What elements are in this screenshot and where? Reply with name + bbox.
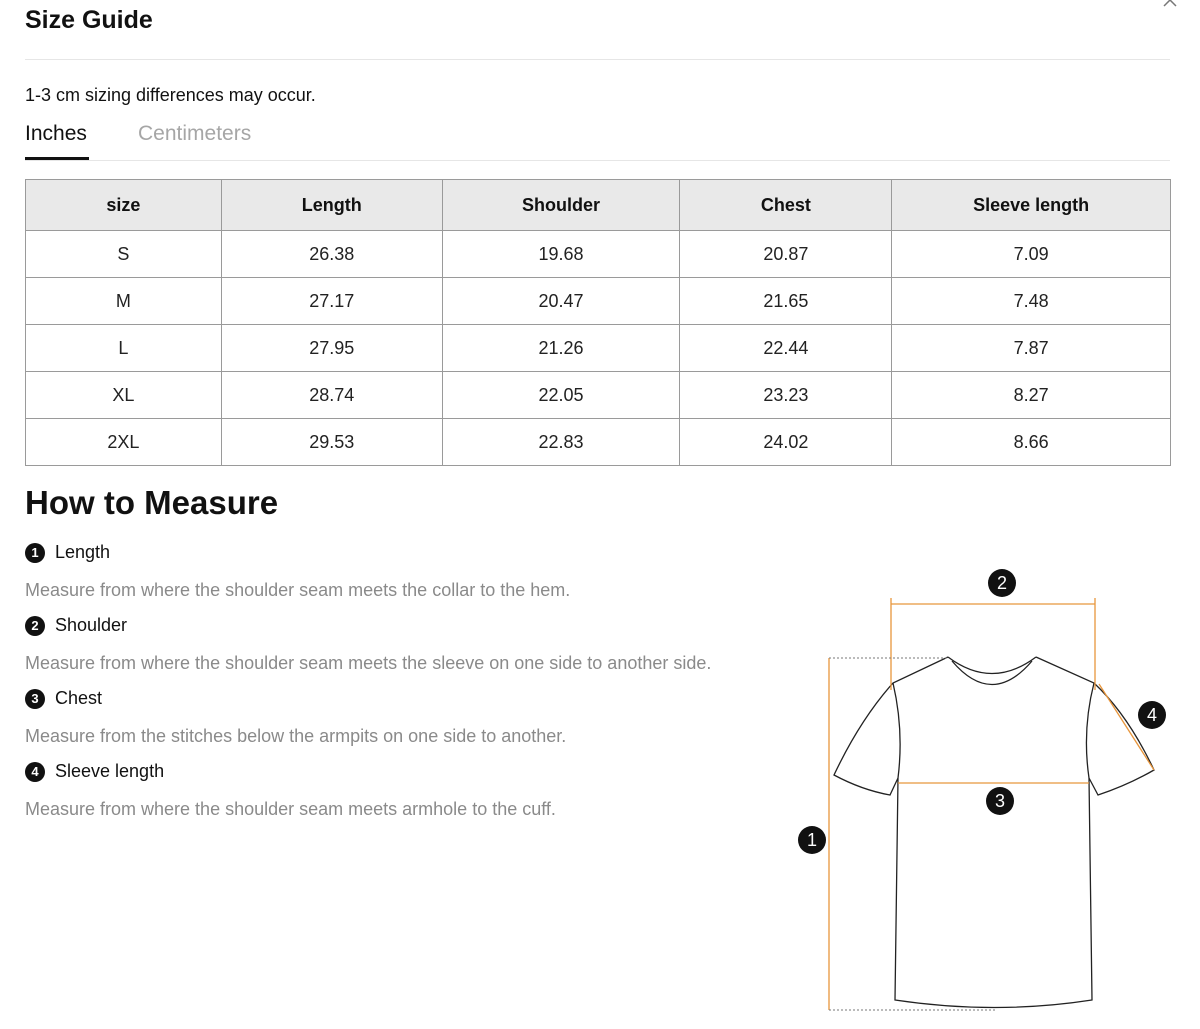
table-cell: 7.87 (892, 325, 1171, 372)
header-size: size (26, 180, 222, 231)
number-3-icon: 3 (25, 689, 45, 709)
marker-1 (798, 826, 826, 854)
measure-item-chest (25, 688, 102, 709)
measure-description: Measure from where the shoulder seam meets armhole to the cuff. (25, 799, 556, 819)
close-icon[interactable] (1158, 0, 1182, 12)
table-cell: 8.66 (892, 419, 1171, 466)
marker-1-label: 1 (806, 830, 818, 850)
measure-description: Measure from where the shoulder seam meets the collar to the hem. (25, 580, 571, 600)
marker-2-label: 2 (996, 573, 1008, 593)
table-header-row (26, 180, 1171, 231)
table-cell: 27.17 (221, 278, 442, 325)
table-cell: 21.26 (442, 325, 680, 372)
sizing-note: 1-3 cm sizing differences may occur. (25, 85, 316, 105)
header-shoulder: Shoulder (442, 180, 680, 231)
size-table (25, 179, 1171, 466)
how-to-measure-title: How to Measure (25, 484, 279, 521)
table-cell: 24.02 (680, 419, 892, 466)
marker-2 (988, 569, 1016, 597)
measure-label: Chest (55, 688, 103, 708)
table-cell: 20.87 (680, 231, 892, 278)
measure-description: Measure from where the shoulder seam meets the sleeve on one side to another side. (25, 653, 712, 673)
measure-item-shoulder (25, 615, 127, 636)
header-sleeve-length: Sleeve length (892, 180, 1171, 231)
measure-item-sleeve-length (25, 761, 164, 782)
table-cell: 29.53 (221, 419, 442, 466)
marker-4-label: 4 (1146, 705, 1158, 725)
header-divider (25, 59, 1170, 60)
table-cell: 26.38 (221, 231, 442, 278)
header-chest: Chest (680, 180, 892, 231)
measure-label: Length (55, 542, 111, 562)
table-cell: L (26, 325, 222, 372)
table-cell: S (26, 231, 222, 278)
table-cell: 21.65 (680, 278, 892, 325)
dialog-title: Size Guide (25, 6, 153, 34)
table-cell: 7.09 (892, 231, 1171, 278)
measure-item-length (25, 542, 110, 563)
table-row (26, 419, 1171, 466)
table-cell: 22.83 (442, 419, 680, 466)
table-cell: 8.27 (892, 372, 1171, 419)
measure-label: Sleeve length (55, 761, 165, 781)
measure-description: Measure from the stitches below the armpits on one side to another. (25, 726, 567, 746)
table-cell: 23.23 (680, 372, 892, 419)
table-cell: 27.95 (221, 325, 442, 372)
table-cell: 7.48 (892, 278, 1171, 325)
table-row (26, 372, 1171, 419)
close-button[interactable] (1158, 0, 1182, 12)
table-cell: M (26, 278, 222, 325)
marker-3-label: 3 (994, 791, 1006, 811)
tabs-divider (25, 160, 1170, 161)
header-length: Length (221, 180, 442, 231)
marker-3 (986, 787, 1014, 815)
table-cell: XL (26, 372, 222, 419)
number-4-icon: 4 (25, 762, 45, 782)
table-cell: 19.68 (442, 231, 680, 278)
table-row (26, 231, 1171, 278)
table-cell: 2XL (26, 419, 222, 466)
number-2-icon: 2 (25, 616, 45, 636)
table-cell: 28.74 (221, 372, 442, 419)
number-1-icon: 1 (25, 543, 45, 563)
table-cell: 22.44 (680, 325, 892, 372)
marker-4 (1138, 701, 1166, 729)
table-cell: 22.05 (442, 372, 680, 419)
table-row (26, 325, 1171, 372)
tshirt-measure-diagram (780, 560, 1180, 1020)
unit-tabs (25, 122, 1170, 160)
table-row (26, 278, 1171, 325)
measure-label: Shoulder (55, 615, 128, 635)
tshirt-outline-icon (834, 657, 1154, 1008)
tab-inches[interactable]: Inches (25, 122, 87, 145)
table-cell: 20.47 (442, 278, 680, 325)
tab-centimeters[interactable]: Centimeters (138, 122, 252, 145)
